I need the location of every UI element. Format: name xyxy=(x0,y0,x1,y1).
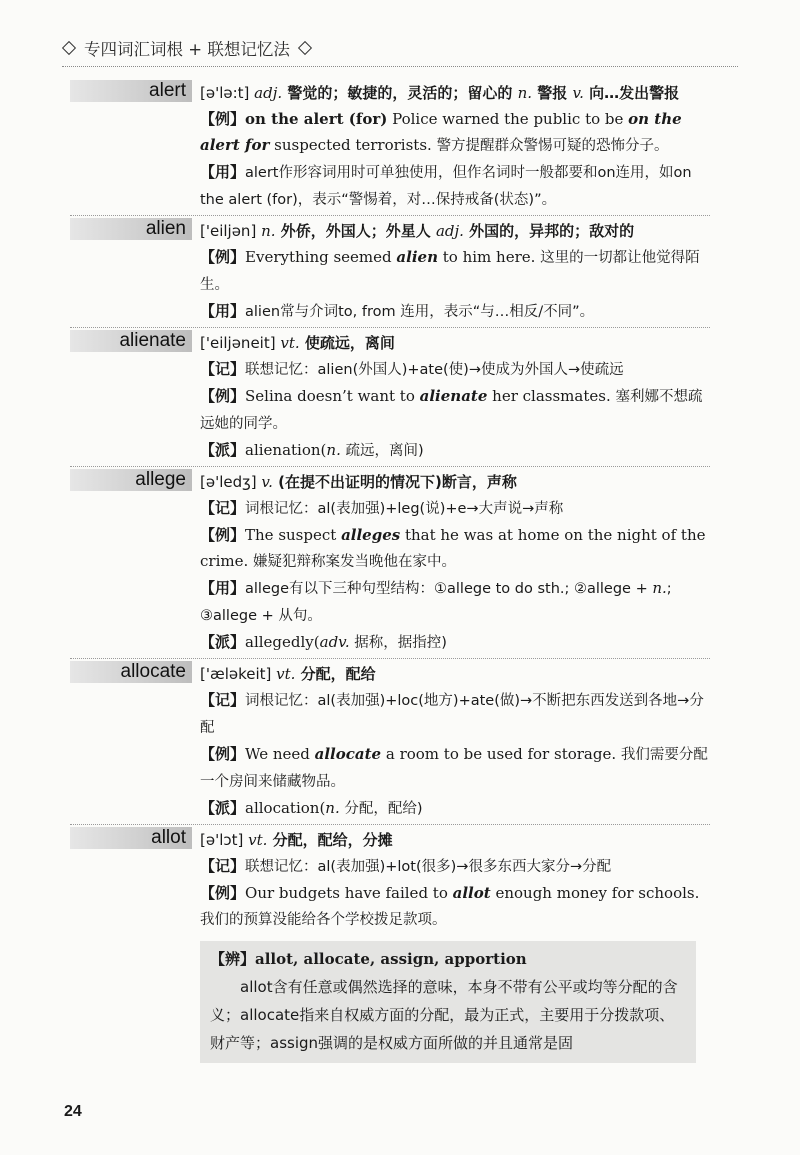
distinction-note xyxy=(200,941,696,1063)
diamond-ornament-icon xyxy=(298,41,312,55)
running-header-title: 专四词汇词根 + 联想记忆法 xyxy=(84,40,290,59)
headword: alien xyxy=(70,218,192,240)
phonetic: ['æləkeit] xyxy=(200,665,272,683)
usage-line: 【用】allege有以下三种句型结构：①allege to do sth.; ②allege + n.; ③allege + 从句。 xyxy=(200,579,672,624)
definition: ['æləkeit] vt. 分配，配给 xyxy=(200,665,376,683)
headword: alienate xyxy=(70,330,192,352)
entry-allege xyxy=(70,466,710,656)
example-line: 【例】Our budgets have failed to allot enough money for schools. 我们的预算没能给各个学校拨足款项。 xyxy=(200,884,700,928)
entry-allot xyxy=(70,824,710,1063)
page-number: 24 xyxy=(64,1103,82,1120)
note-heading: 【辨】allot, allocate, assign, apportion xyxy=(210,950,527,968)
example-line: 【例】Selina doesn’t want to alienate her classmates. 塞利娜不想疏远她的同学。 xyxy=(200,387,703,432)
derivative-line: 【派】alienation(n. 疏远，离间) xyxy=(200,441,424,459)
phonetic: [ə'lɔt] xyxy=(200,831,244,849)
example-line: 【例】Everything seemed alien to him here. 这里的一切都让他觉得陌生。 xyxy=(200,248,700,293)
memory-line: 【记】联想记忆：al(表加强)+lot(很多)→很多东西大家分→分配 xyxy=(200,857,612,875)
headword: alert xyxy=(70,80,192,102)
definition: [ə'lɔt] vt. 分配，配给，分摊 xyxy=(200,831,393,849)
example-line: 【例】We need allocate a room to be used for storage. 我们需要分配一个房间来储藏物品。 xyxy=(200,745,708,790)
headword: allocate xyxy=(70,661,192,683)
headword: allege xyxy=(70,469,192,491)
phonetic: ['eiljəneit] xyxy=(200,334,276,352)
headword: allot xyxy=(70,827,192,849)
phonetic: ['eiljən] xyxy=(200,222,257,240)
running-header xyxy=(62,36,312,60)
definition: ['eiljəneit] vt. 使疏远，离间 xyxy=(200,334,395,352)
note-body: allot含有任意或偶然选择的意味，本身不带有公平或均等分配的含义；allocate指来自权威方面的分配，最为正式，主要用于分拨款项、财产等；assign强调的是权威方面所做的并且通常是固 xyxy=(210,978,678,1052)
entry-alienate xyxy=(70,327,710,464)
derivative-line: 【派】allegedly(adv. 据称，据指控) xyxy=(200,633,447,651)
diamond-ornament-icon xyxy=(62,41,76,55)
memory-line: 【记】词根记忆：al(表加强)+loc(地方)+ate(做)→不断把东西发送到各地→分配 xyxy=(200,691,704,736)
vocabulary-list xyxy=(70,80,710,1063)
entry-alert xyxy=(70,80,710,213)
usage-line: 【用】alert作形容词用时可单独使用，但作名词时一般都要和on连用，如on the alert (for)，表示“警惕着，对…保持戒备(状态)”。 xyxy=(200,163,692,208)
entry-allocate xyxy=(70,658,710,822)
entry-alien xyxy=(70,215,710,325)
definition: [ə'lə:t] adj. 警觉的；敏捷的，灵活的；留心的 n. 警报 v. 向…发出警报 xyxy=(200,84,680,102)
memory-line: 【记】词根记忆：al(表加强)+leg(说)+e→大声说→声称 xyxy=(200,499,564,517)
definition: ['eiljən] n. 外侨，外国人；外星人 adj. 外国的，异邦的；敌对的 xyxy=(200,222,635,240)
derivative-line: 【派】allocation(n. 分配，配给) xyxy=(200,799,423,817)
definition: [ə'ledʒ] v. (在提不出证明的情况下)断言，声称 xyxy=(200,473,517,491)
example-line: 【例】on the alert (for) Police warned the public to be on the alert for suspected terrorists. 警方提醒群众警惕可疑的恐怖分子。 xyxy=(200,110,682,154)
phonetic: [ə'ledʒ] xyxy=(200,473,257,491)
memory-line: 【记】联想记忆：alien(外国人)+ate(使)→使成为外国人→使疏远 xyxy=(200,360,624,378)
example-line: 【例】The suspect alleges that he was at home on the night of the crime. 嫌疑犯辩称案发当晚他在家中。 xyxy=(200,526,706,570)
usage-line: 【用】alien常与介词to, from 连用，表示“与…相反/不同”。 xyxy=(200,302,595,320)
header-rule xyxy=(62,66,738,67)
phonetic: [ə'lə:t] xyxy=(200,84,250,102)
